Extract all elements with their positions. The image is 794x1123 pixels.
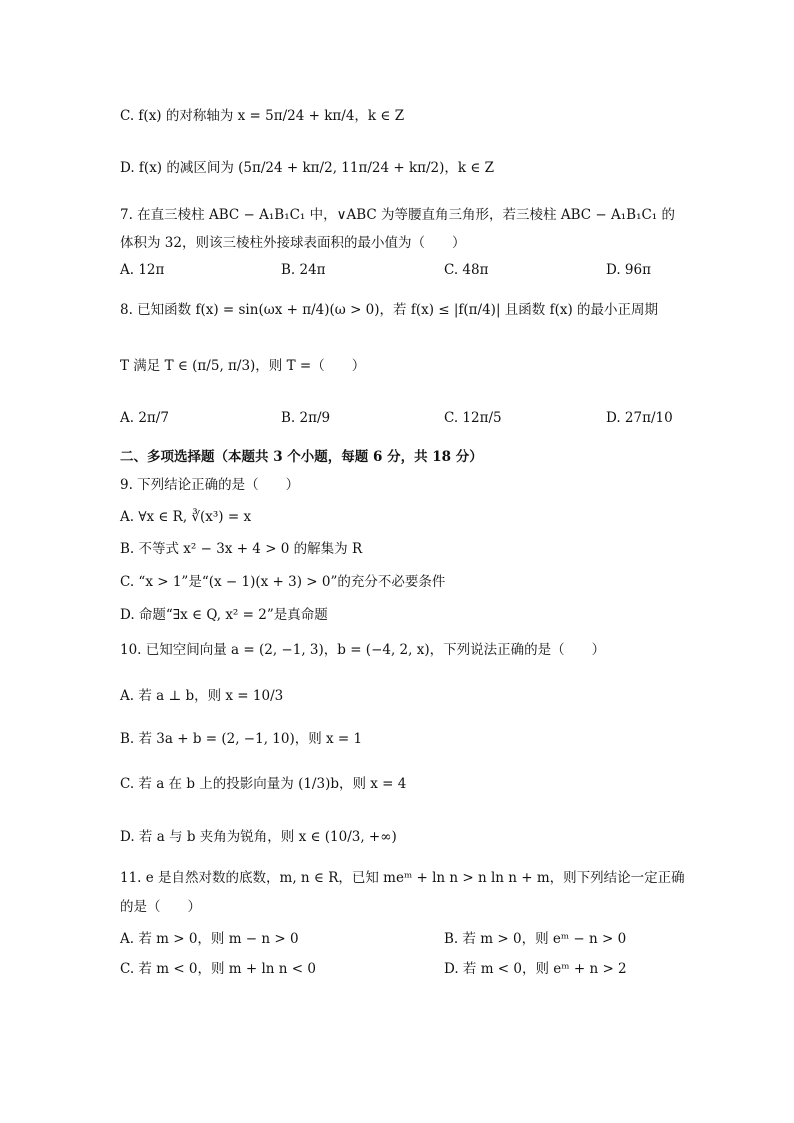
q9-option-c: C. “x > 1”是“(x − 1)(x + 3) > 0”的充分不必要条件: [120, 574, 446, 590]
q9-option-b: B. 不等式 x² − 3x + 4 > 0 的解集为 R: [120, 541, 363, 557]
q11-option-a: A. 若 m > 0，则 m − n > 0: [120, 931, 299, 947]
q6-option-c: C. f(x) 的对称轴为 x = 5π/24 + kπ/4，k ∈ Z: [120, 108, 405, 124]
q11-option-c: C. 若 m < 0，则 m + ln n < 0: [120, 961, 316, 977]
q9-option-d: D. 命题“∃x ∈ Q, x² = 2”是真命题: [120, 607, 328, 623]
q10-stem: 10. 已知空间向量 a = (2, −1, 3)，b = (−4, 2, x)，下列说法正确的是（ ）: [120, 642, 606, 658]
q10-option-b: B. 若 3a + b = (2, −1, 10)，则 x = 1: [120, 731, 363, 747]
q9-stem: 9. 下列结论正确的是（ ）: [120, 477, 300, 493]
q7-stem-line2: 体积为 32，则该三棱柱外接球表面积的最小值为（ ）: [120, 235, 466, 251]
q9-option-a: A. ∀x ∈ R, ∛(x³) = x: [120, 509, 252, 525]
section-title: 二、多项选择题（本题共 3 个小题，每题 6 分，共 18 分）: [120, 449, 483, 465]
q8-option-b: B. 2π/9: [281, 410, 331, 426]
q8-stem-line2: T 满足 T ∈ (π/5, π/3)，则 T =（ ）: [120, 358, 366, 374]
q7-option-a: A. 12π: [120, 262, 165, 278]
q8-option-d: D. 27π/10: [606, 410, 673, 426]
q7-stem-line1: 7. 在直三棱柱 ABC − A₁B₁C₁ 中，∨ABC 为等腰直角三角形，若三棱柱 ABC − A₁B₁C₁ 的: [120, 207, 676, 223]
q7-option-b: B. 24π: [281, 262, 326, 278]
q10-option-a: A. 若 a ⊥ b，则 x = 10/3: [120, 688, 284, 704]
q8-option-a: A. 2π/7: [120, 410, 169, 426]
q6-option-d: D. f(x) 的减区间为 (5π/24 + kπ/2, 11π/24 + kπ/2)，k ∈ Z: [120, 160, 495, 176]
q7-option-c: C. 48π: [444, 262, 489, 278]
q11-stem-line2: 的是（ ）: [120, 899, 201, 915]
q11-stem-line1: 11. e 是自然对数的底数，m, n ∈ R，已知 meᵐ + ln n > n ln n + m，则下列结论一定正确: [120, 870, 685, 886]
q11-option-d: D. 若 m < 0，则 eᵐ + n > 2: [444, 961, 627, 977]
q8-option-c: C. 12π/5: [444, 410, 502, 426]
q10-option-d: D. 若 a 与 b 夹角为锐角，则 x ∈ (10/3, +∞): [120, 829, 397, 845]
q11-option-b: B. 若 m > 0，则 eᵐ − n > 0: [444, 931, 627, 947]
q10-option-c: C. 若 a 在 b 上的投影向量为 (1/3)b，则 x = 4: [120, 776, 407, 792]
q7-option-d: D. 96π: [606, 262, 651, 278]
q8-stem-line1: 8. 已知函数 f(x) = sin(ωx + π/4)(ω > 0)，若 f(x) ≤ |f(π/4)| 且函数 f(x) 的最小正周期: [120, 302, 659, 318]
